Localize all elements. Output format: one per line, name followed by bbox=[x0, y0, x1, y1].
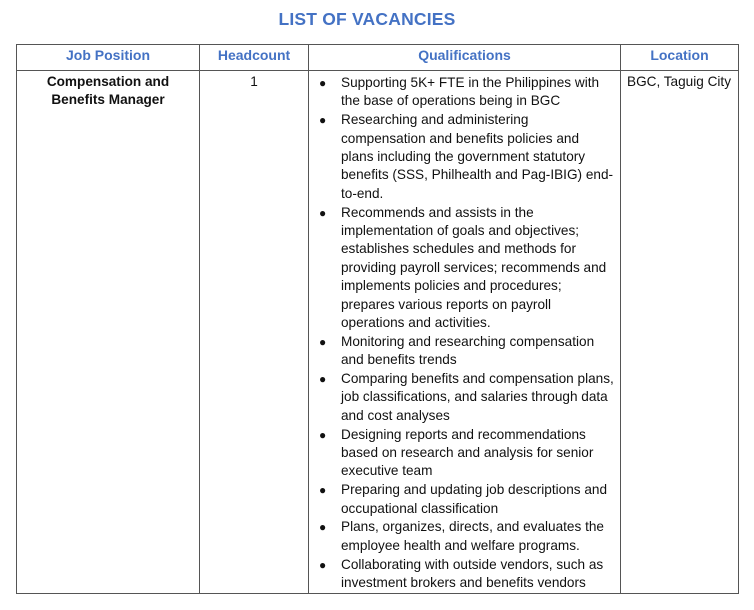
bullet-icon: ● bbox=[319, 483, 327, 498]
list-item bbox=[309, 518, 614, 555]
list-item bbox=[309, 333, 614, 370]
list-item bbox=[309, 204, 614, 333]
header-qualifications: Qualifications bbox=[309, 45, 621, 71]
qualification-text: Designing reports and recommendations based on research and analysis for senior executive team bbox=[341, 426, 594, 479]
qualification-text: Preparing and updating job descriptions and occupational classification bbox=[341, 482, 608, 516]
bullet-icon: ● bbox=[319, 76, 327, 90]
location-cell: BGC, Taguig City bbox=[621, 71, 739, 594]
bullet-icon: ● bbox=[319, 205, 327, 220]
headcount-cell: 1 bbox=[200, 71, 309, 594]
header-job-position: Job Position bbox=[17, 45, 200, 71]
bullet-icon: ● bbox=[319, 113, 327, 128]
bullet-icon: ● bbox=[319, 557, 327, 572]
qualification-text: Supporting 5K+ FTE in the Philippines with the base of operations being in BGC bbox=[341, 75, 600, 109]
list-item bbox=[309, 481, 614, 518]
qualification-text: Plans, organizes, directs, and evaluates the employee health and welfare programs. bbox=[341, 519, 604, 553]
bullet-icon: ● bbox=[319, 372, 327, 387]
list-item bbox=[309, 74, 614, 111]
list-item bbox=[309, 111, 614, 203]
qualification-text: Collaborating with outside vendors, such as investment brokers and benefits vendors bbox=[341, 556, 604, 591]
qualification-text: Recommends and assists in the implementation of goals and objectives; establishes schedules and methods for providing payroll services; recommends and implements policies and procedures; prepares various reports on payroll operations and activities. bbox=[341, 204, 607, 331]
qualification-text: Comparing benefits and compensation plans, job classifications, and salaries through data and cost analyses bbox=[341, 371, 614, 423]
job-position-cell: Compensation and Benefits Manager bbox=[17, 71, 200, 594]
list-item bbox=[309, 370, 614, 425]
bullet-icon: ● bbox=[319, 427, 327, 442]
bullet-icon: ● bbox=[319, 334, 327, 349]
table-row bbox=[17, 71, 739, 594]
bullet-icon: ● bbox=[319, 520, 327, 535]
list-item bbox=[309, 426, 614, 481]
qualifications-cell bbox=[309, 71, 621, 594]
vacancies-table bbox=[16, 44, 739, 594]
header-headcount: Headcount bbox=[200, 45, 309, 71]
qualification-text: Monitoring and researching compensation and benefits trends bbox=[341, 333, 595, 368]
page-title: LIST OF VACANCIES bbox=[278, 9, 456, 29]
qualifications-list bbox=[309, 74, 614, 593]
table-header-row bbox=[17, 45, 739, 71]
qualification-text: Researching and administering compensation and benefits policies and plans including the government statutory benefits (SSS, Philhealth and Pag-IBIG) end-to-end. bbox=[341, 112, 614, 201]
header-location: Location bbox=[621, 45, 739, 71]
list-item bbox=[309, 556, 614, 593]
